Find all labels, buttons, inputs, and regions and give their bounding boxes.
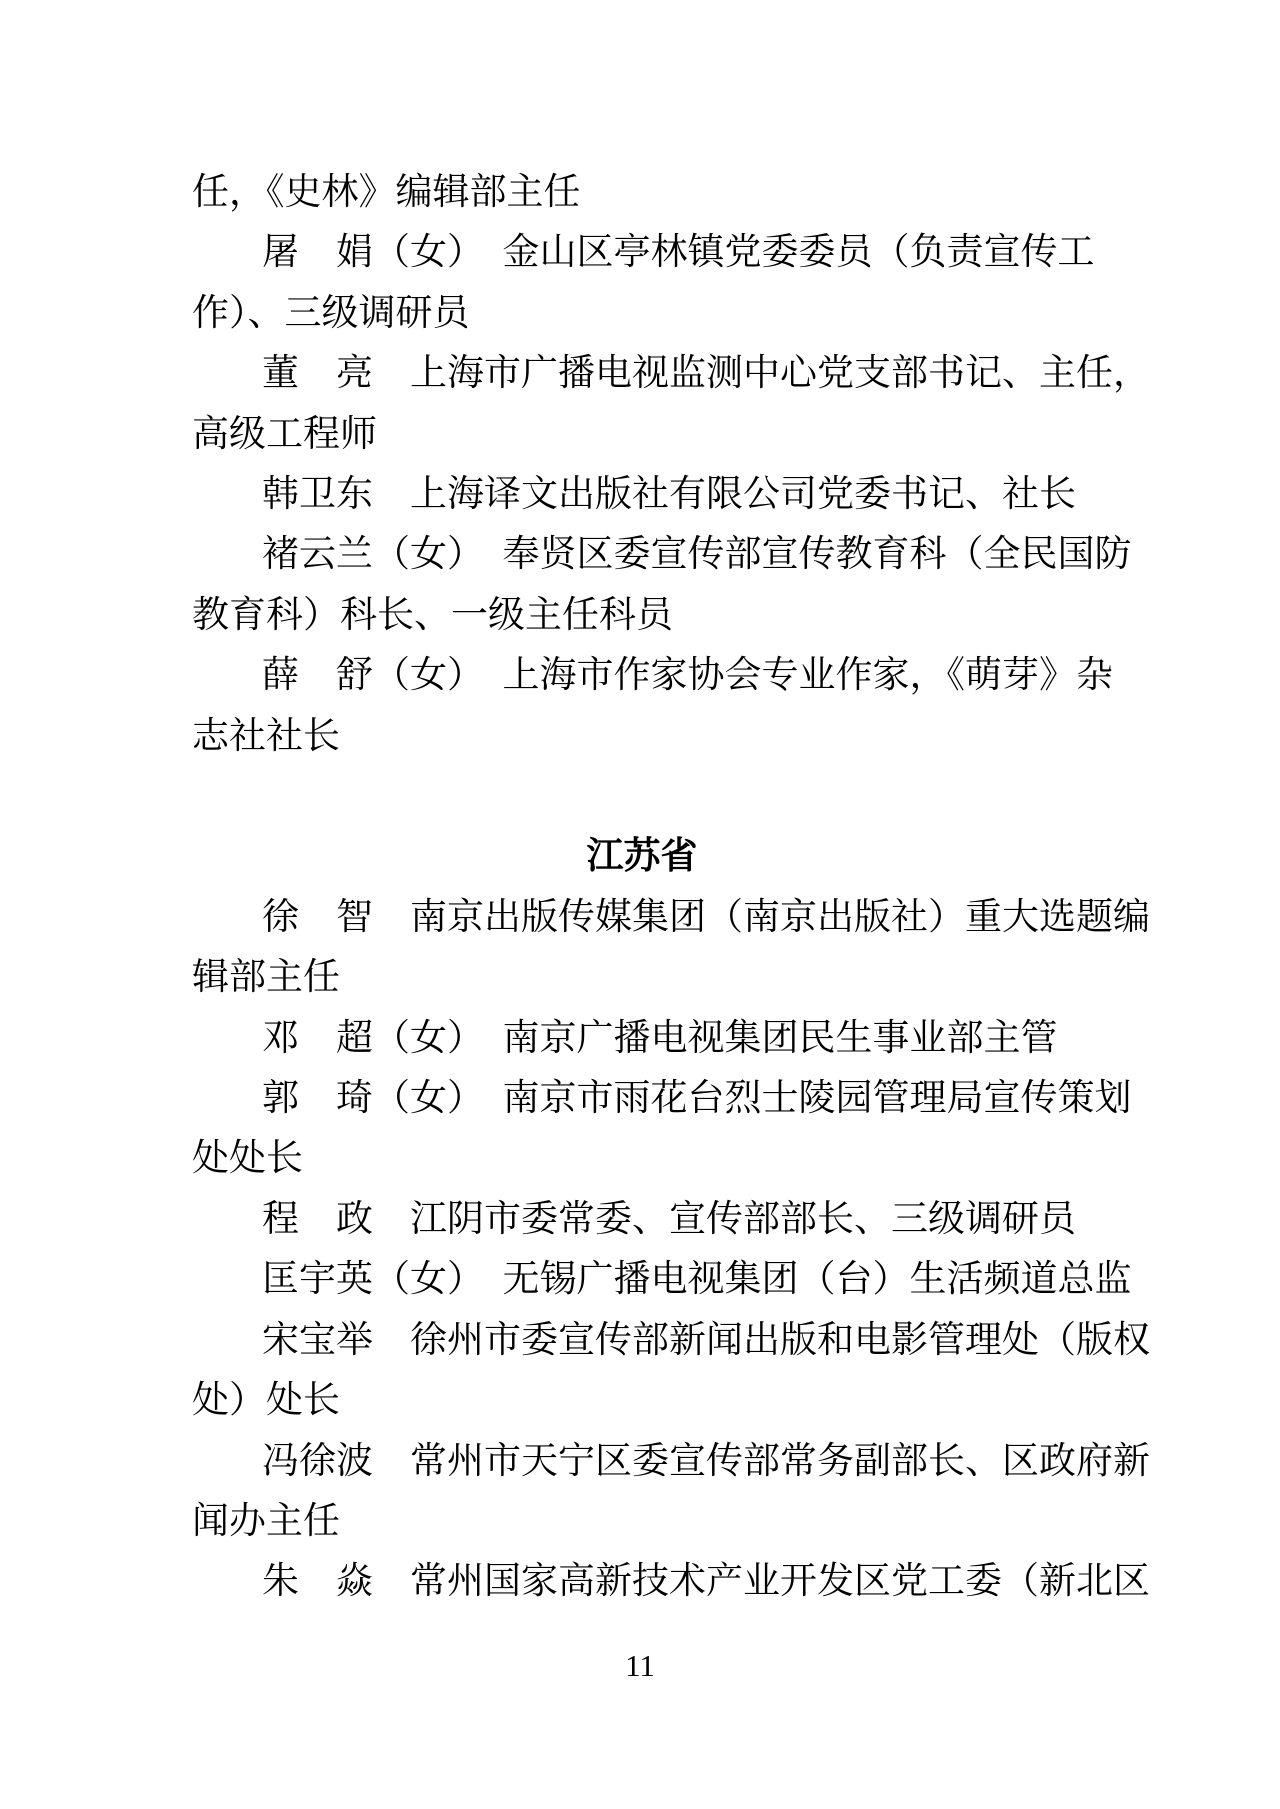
doc-line: 处处长 [192, 1137, 303, 1179]
doc-line: 任，《史林》编辑部主任 [192, 171, 581, 212]
roster-entry: 匡宇英（女） 无锡广播电视集团（台）生活频道总监 [262, 1258, 1132, 1300]
section-heading: 江苏省 [586, 835, 698, 877]
doc-line: 志社社长 [192, 714, 340, 756]
page-number: 11 [625, 1648, 655, 1683]
roster-entry: 薛 舒（女） 上海市作家协会专业作家，《萌芽》杂 [262, 654, 1113, 696]
roster-entry: 冯徐波 常州市天宁区委宣传部常务副部长、区政府新 [262, 1439, 1150, 1481]
doc-line: 高级工程师 [192, 412, 377, 454]
roster-entry: 朱 焱 常州国家高新技术产业开发区党工委（新北区 [262, 1560, 1150, 1602]
roster-entry: 程 政 江阴市委常委、宣传部部长、三级调研员 [262, 1197, 1076, 1239]
doc-line: 处）处长 [192, 1379, 340, 1421]
roster-entry: 褚云兰（女） 奉贤区委宣传部宣传教育科（全民国防 [262, 533, 1132, 575]
doc-line: 教育科）科长、一级主任科员 [192, 593, 673, 635]
roster-entry: 邓 超（女） 南京广播电视集团民生事业部主管 [262, 1016, 1058, 1058]
doc-line: 作）、三级调研员 [192, 291, 470, 333]
roster-entry: 徐 智 南京出版传媒集团（南京出版社）重大选题编 [262, 895, 1150, 937]
roster-entry: 董 亮 上海市广播电视监测中心党支部书记、主任， [262, 352, 1150, 394]
blank-line [192, 766, 1092, 826]
roster-entry: 屠 娟（女） 金山区亭林镇党委委员（负责宣传工 [262, 231, 1095, 273]
doc-line: 辑部主任 [192, 956, 340, 998]
roster-entry: 宋宝举 徐州市委宣传部新闻出版和电影管理处（版权 [262, 1318, 1150, 1360]
document-body [192, 162, 1150, 1612]
doc-line: 闻办主任 [192, 1499, 340, 1541]
roster-entry: 韩卫东 上海译文出版社有限公司党委书记、社长 [262, 473, 1076, 515]
roster-entry: 郭 琦（女） 南京市雨花台烈士陵园管理局宣传策划 [262, 1077, 1132, 1119]
